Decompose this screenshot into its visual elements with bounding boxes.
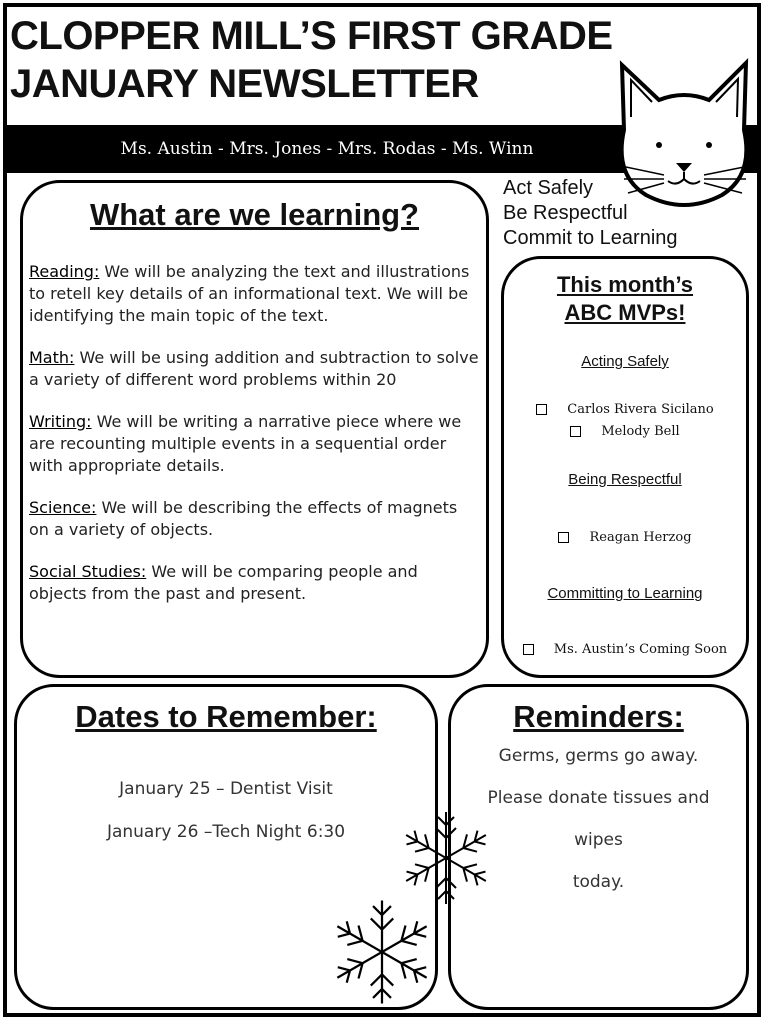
mvp-category-being-respectful: Being Respectful: [568, 471, 682, 488]
title-line-2: JANUARY NEWSLETTER: [10, 62, 479, 106]
mvp-category-committing-to-learning: Committing to Learning: [547, 585, 703, 602]
subject-text: We will be analyzing the text and illustrations to retell key details of an informational text. We will be identifying the main topic of the text.: [29, 262, 470, 325]
mvp-category-acting-safely: Acting Safely: [581, 353, 669, 370]
learning-panel: [20, 180, 489, 678]
mvp-name: Ms. Austin’s Coming Soon: [553, 642, 728, 657]
subject-label: Social Studies:: [29, 562, 147, 581]
subject-label: Math:: [29, 348, 75, 367]
subject-writing: [29, 411, 479, 477]
checkbox-icon: [523, 644, 534, 655]
mvp-name-item: [504, 530, 746, 545]
date-item: January 26 –Tech Night 6:30: [106, 822, 346, 842]
mvp-name-item: [504, 402, 746, 417]
mvp-name-item: [504, 642, 746, 657]
subject-text: We will be using addition and subtraction to solve a variety of different word problems within 20: [29, 348, 479, 389]
checkbox-icon: [570, 426, 581, 437]
mvp-name: Melody Bell: [601, 424, 680, 439]
subject-math: [29, 347, 479, 391]
mvp-name-item: [504, 424, 746, 439]
subjects-list: [29, 261, 479, 625]
mvp-name: Reagan Herzog: [589, 530, 692, 545]
snowflake-icon: [326, 896, 438, 1008]
subject-label: Writing:: [29, 412, 92, 431]
subject-text: We will be comparing people and objects from the past and present.: [29, 562, 418, 603]
checkbox-icon: [536, 404, 547, 415]
motto-item: Commit to Learning: [503, 227, 678, 249]
mvp-name: Carlos Rivera Sicilano: [567, 402, 714, 417]
snowflake-icon: [396, 808, 496, 908]
reminder-line: Germs, germs go away.: [498, 746, 699, 766]
subject-science: [29, 497, 479, 541]
learning-heading: What are we learning?: [89, 197, 419, 232]
mvp-heading: This month’s ABC MVPs!: [556, 272, 694, 325]
reminders-heading: Reminders:: [513, 699, 684, 734]
subject-text: We will be describing the effects of magnets on a variety of objects.: [29, 498, 458, 539]
subject-text: We will be writing a narrative piece where we are recounting multiple events in a sequential order with appropriate details.: [29, 412, 462, 475]
subject-social-studies: [29, 561, 479, 605]
date-item: January 25 – Dentist Visit: [119, 779, 333, 799]
mvp-panel: [501, 256, 749, 678]
subject-reading: [29, 261, 479, 327]
reminder-line: today.: [572, 872, 625, 892]
checkbox-icon: [558, 532, 569, 543]
dates-heading: Dates to Remember:: [75, 699, 377, 734]
motto-item: Act Safely: [503, 177, 594, 199]
title-line-1: CLOPPER MILL’S FIRST GRADE: [10, 14, 613, 58]
motto-item: Be Respectful: [503, 202, 628, 224]
subject-label: Science:: [29, 498, 97, 517]
teachers-names: Ms. Austin - Mrs. Jones - Mrs. Rodas - Ms. Winn: [120, 139, 534, 159]
newsletter-title: [10, 12, 613, 108]
reminder-line: Please donate tissues and wipes: [487, 788, 710, 850]
subject-label: Reading:: [29, 262, 100, 281]
school-motto: [503, 176, 678, 251]
